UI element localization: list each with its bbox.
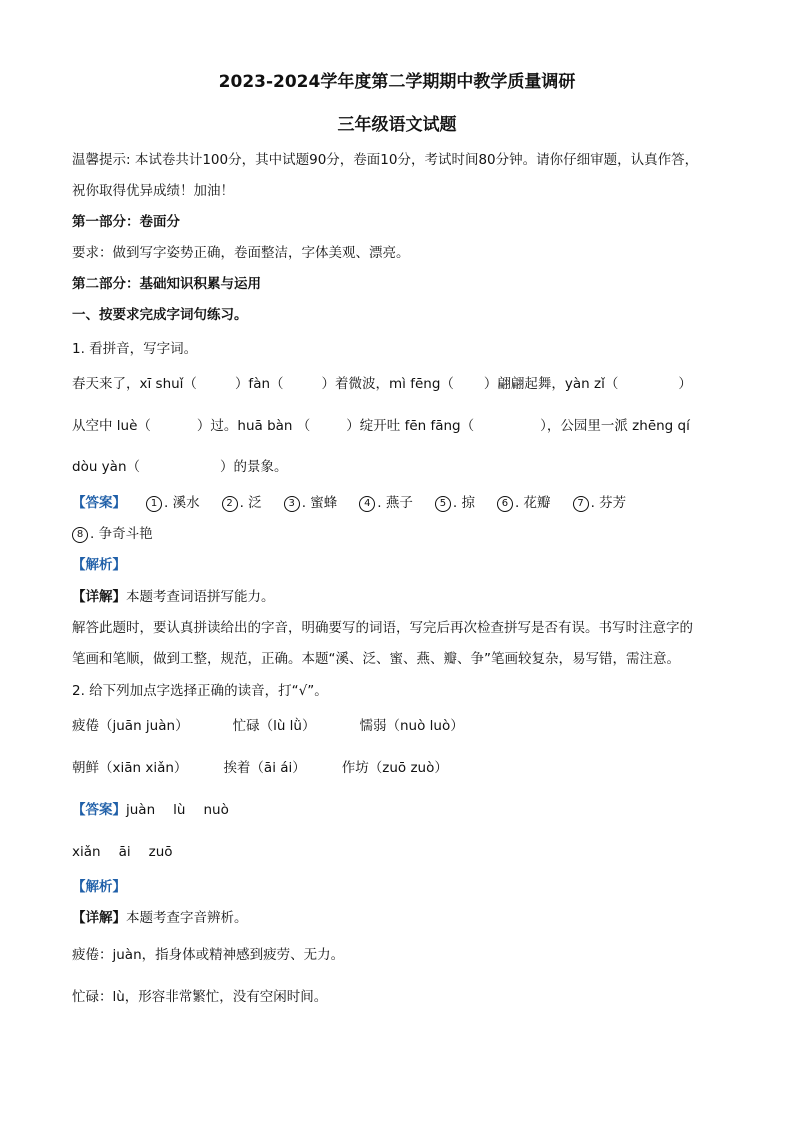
q1-row-1 <box>72 373 722 395</box>
q2-item: 懦弱（nuò luò） <box>359 718 464 734</box>
q1-explain-1: 解答此题时，要认真拼读给出的字音，明确要写的词语，写完后再次检查拼写是否有误。书写时注意字的 <box>72 620 693 636</box>
answer-text: . 争奇斗艳 <box>90 526 153 542</box>
answer-item <box>573 492 627 514</box>
part1-requirement: 要求：做到写字姿势正确，卷面整洁，字体美观、漂亮。 <box>72 245 410 261</box>
answer-text: . 蜜蜂 <box>301 495 338 511</box>
q2-item: 朝鲜（xiān xiǎn） <box>72 760 188 776</box>
answer-text: . 花瓣 <box>514 495 551 511</box>
answer-number: 7 <box>573 496 589 512</box>
q2-answer: juàn <box>126 802 156 818</box>
answer-number: 3 <box>284 496 300 512</box>
part2-heading: 第二部分：基础知识积累与运用 <box>72 276 261 292</box>
answer-number: 4 <box>359 496 375 512</box>
q1-answer-line <box>72 492 722 514</box>
answer-number: 1 <box>146 496 162 512</box>
q2-label: 2. 给下列加点字选择正确的读音，打“√”。 <box>72 683 328 699</box>
q2-item: 忙碌（lù lǜ） <box>232 718 316 734</box>
q2-item: 作坊（zuō zuò） <box>341 760 448 776</box>
q1-row1-seg: ）着微波，mì fēng（ <box>321 376 454 392</box>
q1-row2-seg: ），公园里一派 zhēng qí <box>540 418 690 434</box>
q2-explain-2: 忙碌：lù，形容非常繁忙，没有空闲时间。 <box>72 989 328 1005</box>
q2-detail <box>72 907 722 929</box>
answer-item <box>435 492 475 514</box>
answer-tag: 【答案】 <box>72 495 126 511</box>
q1-detail <box>72 586 722 608</box>
answer-item <box>497 492 551 514</box>
answer-number: 6 <box>497 496 513 512</box>
q1-answer-list-2 <box>72 526 175 542</box>
q2-answer: xiǎn <box>72 844 101 860</box>
q2-answer: nuò <box>203 802 229 818</box>
answer-number: 8 <box>72 527 88 543</box>
q1-explain-2: 笔画和笔顺，做到工整，规范，正确。本题“溪、泛、蜜、燕、瓣、争”笔画较复杂，易写错，需注意。 <box>72 651 680 667</box>
q1-row1-seg: ）fàn（ <box>234 376 284 392</box>
answer-number: 2 <box>222 496 238 512</box>
q1-answer-list <box>146 495 648 511</box>
answer-text: . 燕子 <box>377 495 413 511</box>
detail-tag: 【详解】 <box>72 910 126 926</box>
page-title: 2023-2024学年度第二学期期中教学质量调研 <box>218 72 576 92</box>
q1-row1-seg: 春天来了，xī shuǐ（ <box>72 376 197 392</box>
answer-text: . 泛 <box>239 495 262 511</box>
q1-row2-seg: ）绽开吐 fēn fāng（ <box>346 418 475 434</box>
q2-answer: āi <box>118 844 131 860</box>
answer-number: 5 <box>435 496 451 512</box>
q2-item: 疲倦（juān juàn） <box>72 718 189 734</box>
q2-answer: lù <box>173 802 186 818</box>
q2-items-row-1 <box>72 715 722 737</box>
answer-text: . 溪水 <box>164 495 200 511</box>
q1-row2-seg: ）过。huā bàn （ <box>196 418 311 434</box>
answer-text: . 芬芳 <box>590 495 627 511</box>
detail-tag: 【详解】 <box>72 589 126 605</box>
answer-item <box>72 523 153 545</box>
intro-line-2: 祝你取得优异成绩！加油！ <box>72 183 234 199</box>
answer-tag: 【答案】 <box>72 802 126 818</box>
q2-answer: zuō <box>148 844 173 860</box>
q1-answer-line-2 <box>72 523 722 545</box>
answer-item <box>284 492 338 514</box>
answer-item <box>222 492 262 514</box>
q2-item: 挨着（āi ái） <box>223 760 306 776</box>
q1-row2-seg: 从空中 luè（ <box>72 418 151 434</box>
intro-line-1: 温馨提示: 本试卷共计100分，其中试题90分，卷面10分，考试时间80分钟。请你仔细审题，认真作答， <box>72 152 699 168</box>
analysis-tag: 【解析】 <box>72 557 126 573</box>
q1-row1-seg: ） <box>678 376 692 392</box>
q2-answer-line-2 <box>72 841 722 863</box>
q1-row3-seg: ）的景象。 <box>220 459 288 475</box>
q2-items-row-2 <box>72 757 722 779</box>
section-heading: 一、按要求完成字词句练习。 <box>72 307 248 323</box>
answer-item <box>146 492 200 514</box>
q1-label: 1. 看拼音，写字词。 <box>72 341 198 357</box>
q1-row-3 <box>72 456 722 478</box>
q1-row3-seg: dòu yàn（ <box>72 459 140 475</box>
q2-answer-line <box>72 799 722 821</box>
q1-row-2 <box>72 415 722 437</box>
part1-heading: 第一部分：卷面分 <box>72 214 180 230</box>
detail-text: 本题考查词语拼写能力。 <box>126 589 275 605</box>
detail-text: 本题考查字音辨析。 <box>126 910 248 926</box>
q1-row1-seg: ）翩翩起舞，yàn zǐ（ <box>483 376 619 392</box>
q2-explain-1: 疲倦：juàn，指身体或精神感到疲劳、无力。 <box>72 947 345 963</box>
answer-item <box>359 492 413 514</box>
analysis-tag: 【解析】 <box>72 879 126 895</box>
answer-text: . 掠 <box>452 495 475 511</box>
page-subtitle: 三年级语文试题 <box>337 115 457 135</box>
